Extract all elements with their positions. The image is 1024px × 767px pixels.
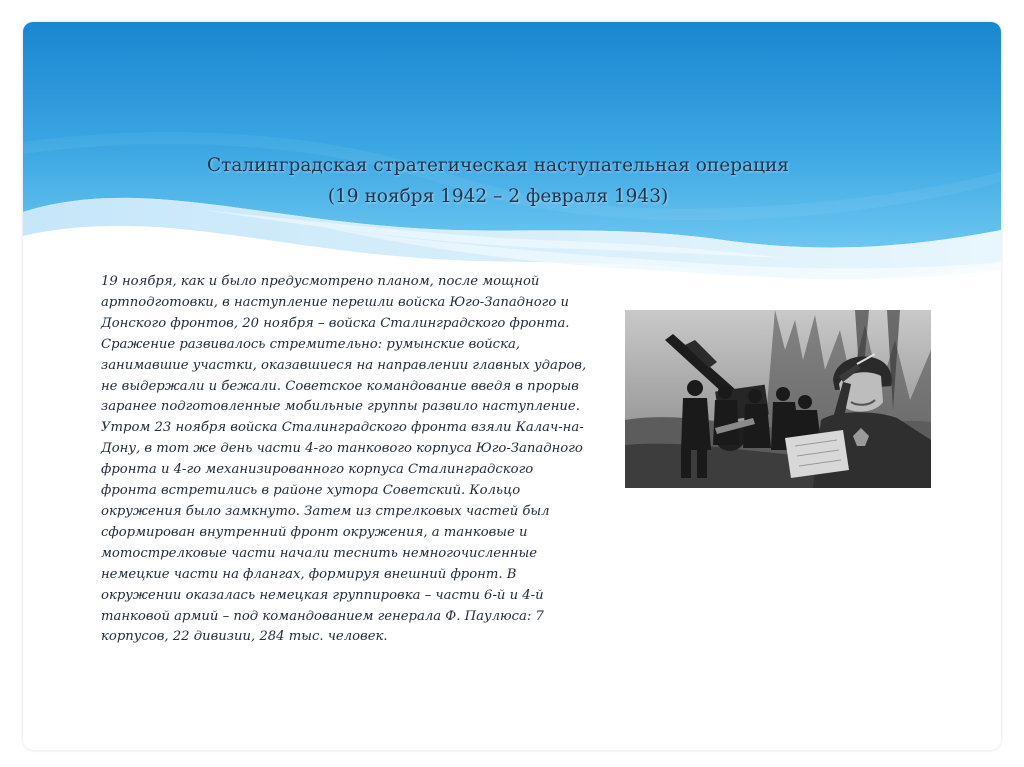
slide-title (83, 150, 913, 212)
war-photo-illustration (625, 310, 931, 488)
slide-title-line-2: (19 ноября 1942 – 2 февраля 1943) (327, 186, 669, 207)
slide-title-line-1: Сталинградская стратегическая наступательная операция (207, 155, 789, 176)
slide (23, 22, 1001, 750)
war-photo-artillery-crew (625, 310, 931, 488)
body-text: 19 ноября, как и было предусмотрено планом, после мощной артподготовки, в наступление перешли войска Юго-Западного и Донского фронтов, 20 ноября – войска Сталинградского фронта. Сражение развивалось стремительно: румынские войска, занимавшие участки, оказавшиеся на направлении главных ударов, не выдержали и бежали. Советское командование введя в прорыв заранее подготовленные мобильные группы развило наступление. Утром 23 ноября войска Сталинградского фронта взяли Калач-на- Дону, в тот же день части 4-го танкового корпуса Юго-Западного фронта и 4-го механизированного корпуса Сталинградского фронта встретились в районе хутора Советский. Кольцо окружения было замкнуто. Затем из стрелковых частей был сформирован внутренний фронт окружения, а танковые и мотострелковые части начали теснить немногочисленные немецкие части на флангах, формируя внешний фронт. В окружении оказалась немецкая группировка – части 6-й и 4-й танковой армий – под командованием генерала Ф. Паулюса: 7 корпусов, 22 дивизии, 284 тыс. человек. (101, 274, 587, 645)
